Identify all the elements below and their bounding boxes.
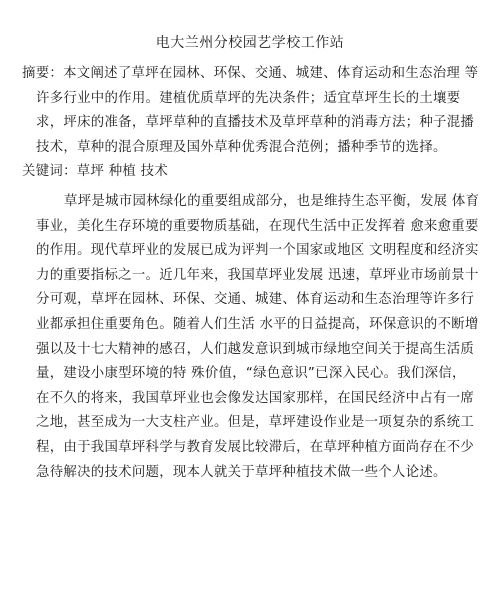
body-line: 之地，甚至成为一大支柱产业。但是，草坪建设作业是一项复杂的系统工 xyxy=(36,415,475,431)
body-line: 程，由于我国草坪科学与教育发展比较滞后，在草坪种植方面尚存在不少 xyxy=(36,439,475,455)
body-paragraph xyxy=(22,190,478,485)
body-line: 业都承担住重要角色。随着人们生活 水平的日益提高，环保意识的不断增 xyxy=(36,316,479,332)
body-line: 分可观，草坪在园林、环保、交通、城建、体育运动和生态治理等许多行 xyxy=(36,292,475,308)
body-line: 事业，美化生存环境的重要物质基础，在现代生活中正发挥着 愈来愈重要 xyxy=(36,218,479,234)
abstract-line: 求，坪床的准备，草坪草种的直播技术及草坪草种的消毒方法；种子混播 xyxy=(36,115,475,131)
body-line: 强以及十七大精神的感召，人们越发意识到城市绿地空间关于提高生活质 xyxy=(36,341,475,357)
abstract-line: 许多行业中的作用。建植优质草坪的先决条件；适宜草坪生长的土壤要 xyxy=(36,90,461,106)
body-line: 在不久的将来，我国草坪业也会像发达国家那样，在国民经济中占有一席 xyxy=(36,390,475,406)
body-line: 的作用。现代草坪业的发展已成为评判一个国家或地区 文明程度和经济实 xyxy=(36,243,479,259)
body-line: 量，建设小康型环境的特 殊价值，“绿色意识”已深入民心。我们深信， xyxy=(36,366,466,382)
abstract-line: 技术，草种的混合原理及国外草种优秀混合范例；播种季节的选择。 xyxy=(36,139,447,155)
keywords-line: 关键词：草坪 种植 技术 xyxy=(22,164,169,180)
abstract-paragraph xyxy=(22,62,478,160)
body-line: 急待解决的技术问题，现本人就关于草坪种植技术做一些个人论述。 xyxy=(36,464,447,480)
body-line: 草坪是城市园林绿化的重要组成部分，也是维持生态平衡，发展 体育 xyxy=(64,193,480,209)
document-title: 电大兰州分校园艺学校工作站 xyxy=(155,35,345,51)
abstract-line: 摘要：本文阐述了草坪在园林、环保、交通、城建、体育运动和生态治理 等 xyxy=(22,66,479,81)
body-line: 力的重要指标之一。近几年来，我国草坪业发展 迅速，草坪业市场前景十 xyxy=(36,267,479,283)
